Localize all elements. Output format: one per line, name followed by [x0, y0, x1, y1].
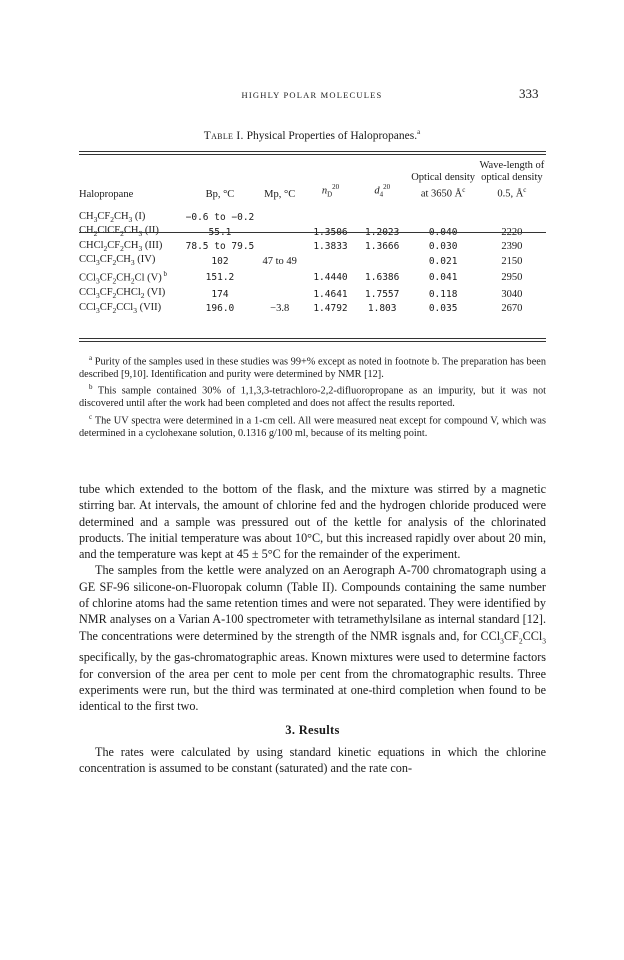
table-row: [79, 254, 546, 269]
section-heading: 3. Results: [285, 722, 340, 737]
footnote-b: $^b$ This sample contained 30% of 1,1,3,3-tetrachloro-2,2-difluoropropane as an impurity, but it was not discovered until after the work had been completed and does not affect the results reported.: [79, 383, 547, 410]
cell-density: 1.7557: [365, 288, 400, 300]
cell-bp: 196.0: [205, 303, 235, 315]
cell-bp: 174: [211, 288, 229, 300]
table-caption-text: Physical Properties of Halopropanes.: [246, 129, 418, 142]
cell-name: $CCl_3CF_2CHCl_2$ (VI): [79, 286, 166, 301]
cell-name: $CH_3CF_2CH_3$ (I): [79, 210, 146, 224]
cell-mp: 47 to 49: [262, 255, 297, 267]
cell-bp: 151.2: [205, 272, 235, 284]
cell-nd: 1.3833: [313, 241, 348, 253]
cell-density: 1.2023: [365, 226, 400, 238]
table-caption: [0, 128, 624, 142]
cell-optical-density: [409, 205, 478, 226]
properties-table: [79, 160, 546, 316]
cell-wavelength: 2670: [501, 303, 523, 315]
cell-density: 1.803: [367, 303, 397, 315]
table-row: [79, 240, 546, 255]
cell-bp: 55.1: [208, 226, 232, 238]
cell-nd: 1.4440: [313, 272, 348, 284]
cell-name: $CCl_3CF_2CCl_3$ (VII): [79, 301, 162, 315]
cell-optical-density: 0.035: [428, 303, 458, 315]
col-bp: Bp, °C: [205, 188, 235, 200]
cell-optical-density: 0.021: [428, 255, 458, 267]
cell-name: $CCl_3CF_2CH_2Cl$ (V) $^b$: [79, 269, 167, 286]
cell-nd: [305, 254, 356, 269]
col-mp: Mp, °C: [264, 188, 296, 200]
cell-density: [356, 205, 409, 226]
cell-nd: 1.4641: [313, 288, 348, 300]
col-halopropane: Halopropane: [79, 188, 134, 200]
running-head-title: HIGHLY POLAR MOLECULES: [241, 90, 383, 100]
cell-name: $CHCl_2CF_2CH_3$ (III): [79, 239, 163, 253]
cell-mp: [254, 269, 305, 287]
cell-wavelength: 2390: [501, 241, 523, 253]
cell-optical-density: 0.118: [428, 288, 458, 300]
col-nd: $n_D^{20}$: [321, 182, 340, 199]
table-row: [79, 269, 546, 287]
table-top-rule-2: [79, 154, 546, 155]
cell-wavelength: 2150: [501, 255, 523, 267]
table-mid-rule: [79, 232, 546, 233]
col-density: $d_4^{20}$: [374, 182, 391, 199]
cell-density: 1.6386: [365, 272, 400, 284]
cell-mp: [254, 240, 305, 255]
cell-mp: [254, 205, 305, 226]
table-top-rule: [79, 151, 546, 152]
cell-bp: 78.5 to 79.5: [185, 241, 255, 253]
cell-optical-density: 0.030: [428, 241, 458, 253]
cell-density: 1.3666: [365, 241, 400, 253]
cell-density: [356, 254, 409, 269]
footnote-a: $^a$ Purity of the samples used in these studies was 99+% except as noted in footnote b. The preparation has been described [9,10]. Identification and purity were determined by NMR [12].: [79, 354, 546, 380]
table-body: [79, 205, 546, 317]
cell-name: $CCl_3CF_2CH_3$ (IV): [79, 254, 156, 268]
page-number: 333: [519, 86, 539, 101]
cell-nd: 1.3506: [313, 226, 348, 238]
table-row: [79, 287, 546, 302]
cell-nd: [305, 205, 356, 226]
table-row: [79, 205, 546, 226]
cell-wavelength: 2950: [501, 272, 523, 284]
cell-wavelength: 2220: [501, 226, 523, 238]
cell-wavelength: 3040: [501, 288, 523, 300]
cell-bp: −0.6 to −0.2: [185, 212, 255, 224]
cell-mp: [254, 287, 305, 302]
body-text: [79, 481, 546, 776]
table-footnotes: [79, 352, 546, 440]
cell-mp: −3.8: [270, 303, 290, 315]
col-wavelength: Wave-length of optical density 0.5, $Å^c$: [479, 160, 545, 200]
table-header-row: [79, 160, 546, 205]
table-bottom-rule-2: [79, 341, 546, 342]
cell-name: $CH_2ClCF_2CH_3$ (II): [79, 225, 159, 239]
table-row: [79, 302, 546, 317]
table-bottom-rule: [79, 338, 546, 339]
cell-nd: 1.4792: [313, 303, 348, 315]
col-optical-density: Optical density at 3650 $Å^c$: [411, 172, 476, 200]
cell-bp: 102: [211, 255, 229, 267]
paragraph-2: The samples from the kettle were analyzed on an Aerograph A-700 chromatograph using a GE SF-96 silicone-on-Fluoropak column (Table II). Compounds containing the same number of chlorine atoms had the same retention times and were not separated. They were identified by NMR analyses on a Varian A-100 spectrometer with tetramethylsilane as internal standard [12]. The concentrations were determined by the strength of the NMR isgnals and, for $CCl_3CF_2CCl_3$ specifically, by the gas-chromatographic areas. Known mixtures were used to determine factors for conversion of the area per cent to mole per cent from the chromatographic results. Three experiments were run, but the third was terminated at one-third completion when found to be identical to the first two.: [79, 563, 546, 714]
cell-optical-density: 0.040: [428, 226, 458, 238]
paragraph-1: tube which extended to the bottom of the flask, and the mixture was stirred by a magnetic stirring bar. At intervals, the amount of chlorine fed and the hydrogen chloride produced were determined and a sample was pressured out of the kettle for analysis of the chlorinated products. The initial temperature was about 10°C, but this increased rapidly over about 20 min, and the temperature was kept at 45 ± 5°C for the remainder of the experiment.: [79, 482, 546, 562]
footnote-c: $^c$ The UV spectra were determined in a 1-cm cell. All were measured neat except for compound V, which was determined in a cyclohexane solution, 0.1316 g/100 ml, because of its melting point.: [79, 412, 547, 439]
cell-optical-density: 0.041: [428, 272, 458, 284]
cell-wavelength: [478, 205, 546, 226]
table-caption-note: a: [417, 128, 421, 136]
paragraph-3: The rates were calculated by using standard kinetic equations in which the chlorine concentration is assumed to be constant (saturated) and the rate con-: [79, 744, 546, 776]
table-label: Table I.: [203, 129, 244, 142]
